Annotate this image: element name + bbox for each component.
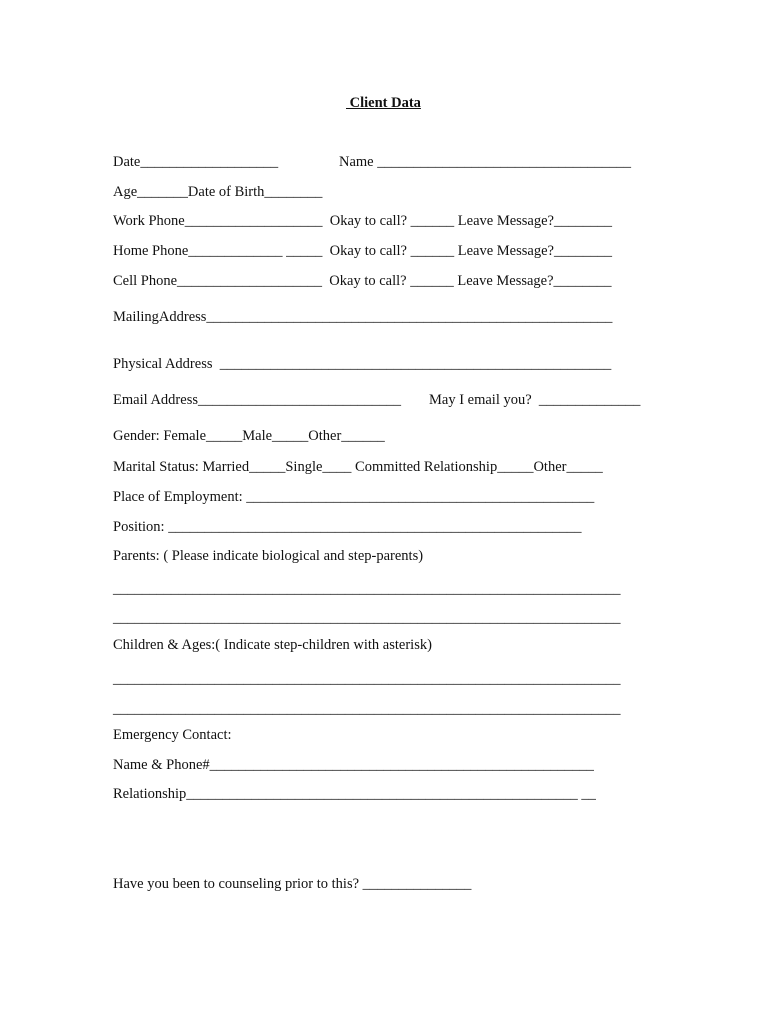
parents-line[interactable]: ______________________________________________________________________ [113, 610, 621, 626]
emergency-relationship-field[interactable]: Relationship______________________________________________________ __ [113, 786, 596, 802]
may-email-field[interactable]: May I email you? ______________ [429, 392, 641, 408]
children-label: Children & Ages:( Indicate step-children with asterisk) [113, 637, 432, 653]
home-phone-field[interactable]: Home Phone_____________ _____ Okay to call? ______ Leave Message?________ [113, 243, 612, 259]
mailing-address-field[interactable]: MailingAddress________________________________________________________ [113, 309, 613, 325]
physical-address-field[interactable]: Physical Address ______________________________________________________ [113, 356, 612, 372]
parents-line[interactable]: ______________________________________________________________________ [113, 581, 621, 597]
parents-label: Parents: ( Please indicate biological and step-parents) [113, 548, 424, 564]
cell-phone-field[interactable]: Cell Phone____________________ Okay to call? ______ Leave Message?________ [113, 273, 612, 289]
age-dob-field[interactable]: Age_______Date of Birth________ [113, 184, 323, 200]
name-field[interactable]: Name ___________________________________ [339, 154, 631, 170]
emergency-contact-label: Emergency Contact: [113, 727, 232, 743]
marital-status-field[interactable]: Marital Status: Married_____Single____ Committed Relationship_____Other_____ [113, 459, 603, 475]
form-title: Client Data [346, 95, 421, 111]
date-field[interactable]: Date___________________ [113, 154, 279, 170]
position-field[interactable]: Position: _________________________________________________________ [113, 519, 582, 535]
work-phone-field[interactable]: Work Phone___________________ Okay to call? ______ Leave Message?________ [113, 213, 612, 229]
place-of-employment-field[interactable]: Place of Employment: ________________________________________________ [113, 489, 595, 505]
children-line[interactable]: ______________________________________________________________________ [113, 701, 621, 717]
prior-counseling-field[interactable]: Have you been to counseling prior to this? _______________ [113, 876, 472, 892]
children-line[interactable]: ______________________________________________________________________ [113, 671, 621, 687]
gender-field[interactable]: Gender: Female_____Male_____Other______ [113, 428, 385, 444]
emergency-name-phone-field[interactable]: Name & Phone#_____________________________________________________ [113, 757, 594, 773]
email-address-field[interactable]: Email Address____________________________ [113, 392, 401, 408]
